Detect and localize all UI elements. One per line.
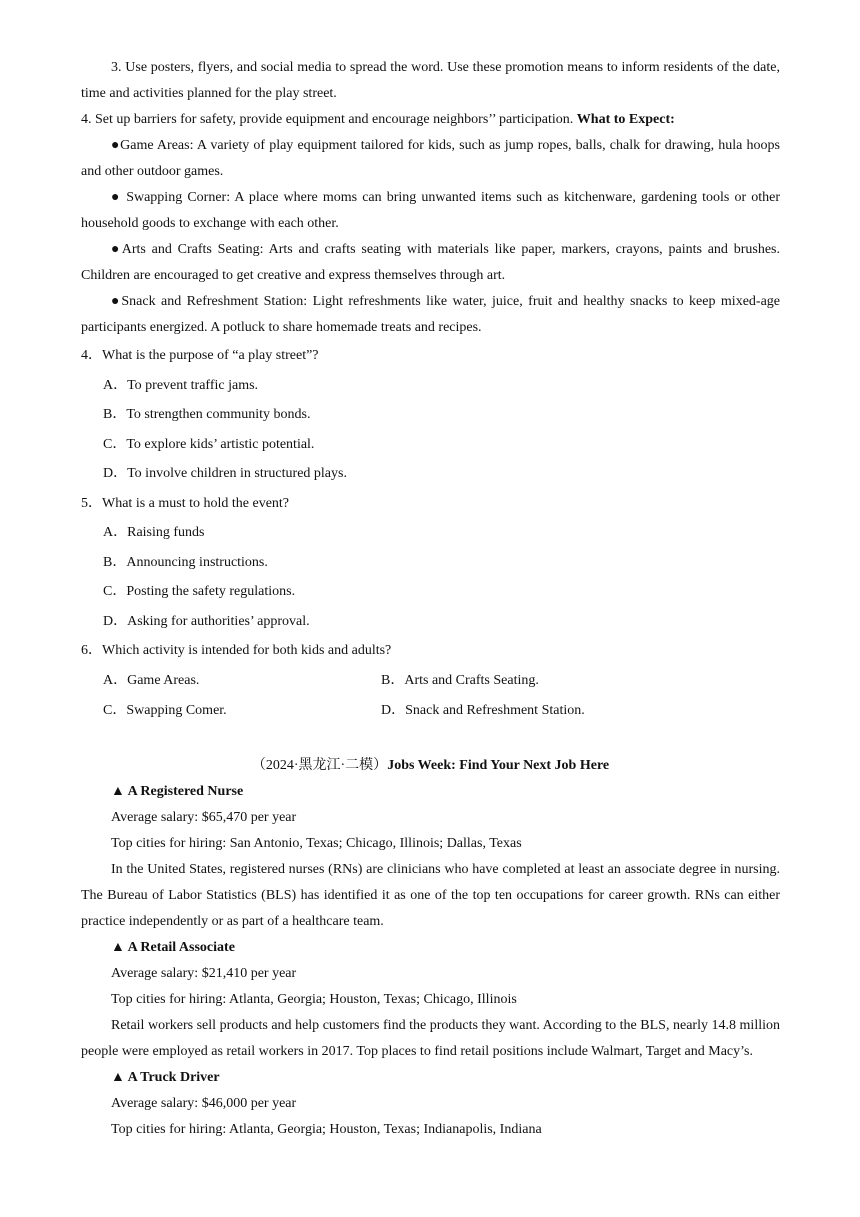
passage-source: （2024·黑龙江·二模） (251, 757, 388, 773)
option-d: D．Asking for authorities’ approval. (103, 613, 310, 629)
job-truck-driver (81, 1065, 780, 1143)
step-4-text: 4. Set up barriers for safety, provide equipment and encourage neighbors’’ participation. (81, 112, 574, 127)
passage-title (81, 753, 780, 779)
bullet-swapping-corner: ● Swapping Corner: A place where moms can bring unwanted items such as kitchenware, gardening tools or other household goods to exchange with each other. (81, 190, 780, 231)
option-b: B．Arts and Crafts Seating. (381, 672, 539, 688)
passage-title-text: Jobs Week: Find Your Next Job Here (387, 757, 610, 773)
option-b: B．Announcing instructions. (103, 554, 268, 570)
step-4-paragraph (81, 107, 780, 133)
job-heading: ▲ A Truck Driver (111, 1069, 220, 1085)
option-c: C．To explore kids’ artistic potential. (103, 436, 315, 452)
question-6 (81, 636, 780, 727)
bullet-arts-crafts: ●Arts and Crafts Seating: Arts and crafts seating with materials like paper, markers, crayons, paints and brushes. Children are encouraged to get creative and express themselves through art. (81, 242, 780, 283)
option-a: A．Raising funds (103, 525, 205, 540)
bullet-game-areas: ●Game Areas: A variety of play equipment tailored for kids, such as jump ropes, balls, chalk for drawing, hula hoops and other outdoor games. (81, 138, 780, 179)
job-retail-associate (81, 935, 780, 1065)
document-page (81, 55, 780, 1143)
step-3-paragraph: 3. Use posters, flyers, and social media to spread the word. Use these promotion means to inform residents of the date, time and activities planned for the play street. (81, 60, 780, 101)
job-heading: ▲ A Retail Associate (111, 939, 235, 955)
job-salary: Average salary: $21,410 per year (111, 965, 297, 981)
option-d: D．Snack and Refreshment Station. (381, 703, 585, 718)
option-d: D．To involve children in structured plays. (103, 466, 347, 481)
question-stem: 6．Which activity is intended for both kids and adults? (81, 643, 392, 658)
option-a: A．Game Areas. (103, 672, 200, 688)
option-a: A．To prevent traffic jams. (103, 377, 259, 393)
options-row (81, 696, 780, 727)
section-spacer (81, 727, 780, 753)
question-5 (81, 489, 780, 637)
question-stem: 4．What is the purpose of “a play street”? (81, 348, 319, 363)
bullet-snack-station: ●Snack and Refreshment Station: Light refreshments like water, juice, fruit and healthy snacks to keep mixed-age participants energized. A potluck to share homemade treats and recipes. (81, 294, 780, 335)
option-c: C．Swapping Comer. (103, 703, 227, 718)
job-salary: Average salary: $46,000 per year (111, 1095, 297, 1111)
job-cities: Top cities for hiring: San Antonio, Texas; Chicago, Illinois; Dallas, Texas (111, 835, 522, 851)
job-salary: Average salary: $65,470 per year (111, 809, 297, 825)
job-description: In the United States, registered nurses (RNs) are clinicians who have completed at least an associate degree in nursing. The Bureau of Labor Statistics (BLS) has identified it as one of the top ten occupations for career growth. RNs can either practice independently or as part of a healthcare team. (81, 861, 780, 929)
job-heading: ▲ A Registered Nurse (111, 783, 244, 799)
options-row (81, 666, 780, 697)
what-to-expect-heading: What to Expect: (576, 112, 675, 127)
job-registered-nurse (81, 779, 780, 935)
question-4 (81, 341, 780, 489)
job-cities: Top cities for hiring: Atlanta, Georgia; Houston, Texas; Chicago, Illinois (111, 991, 517, 1007)
job-cities: Top cities for hiring: Atlanta, Georgia; Houston, Texas; Indianapolis, Indiana (111, 1121, 542, 1137)
question-stem: 5．What is a must to hold the event? (81, 495, 290, 511)
job-description: Retail workers sell products and help customers find the products they want. According to the BLS, nearly 14.8 million people were employed as retail workers in 2017. Top places to find retail positions include Walmart, Target and Macy’s. (81, 1017, 780, 1059)
option-c: C．Posting the safety regulations. (103, 584, 296, 599)
option-b: B．To strengthen community bonds. (103, 407, 311, 422)
